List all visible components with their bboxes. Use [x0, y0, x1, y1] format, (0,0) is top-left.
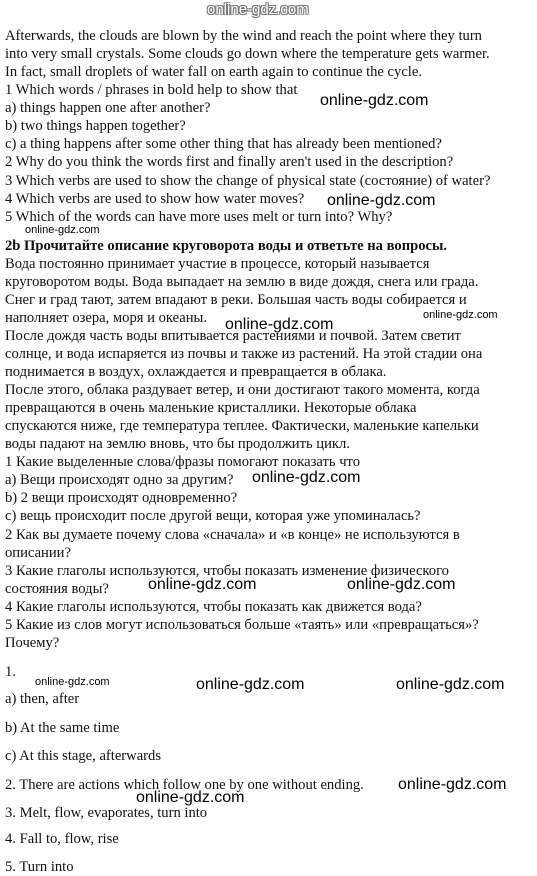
answer-1b: b) At the same time: [5, 720, 120, 736]
english-question-1c: c) a thing happens after some other thing that has already been mentioned?: [5, 136, 442, 152]
russian-text-line: спускаются ниже, где температура теплее. Фактически, маленькие капельки: [5, 418, 479, 434]
answer-1c: c) At this stage, afterwards: [5, 748, 162, 764]
watermark: online-gdz.com: [320, 92, 429, 109]
watermark-small: online-gdz.com: [25, 224, 100, 236]
watermark-small: online-gdz.com: [35, 676, 110, 688]
watermark: online-gdz.com: [136, 789, 245, 806]
russian-question-4: 4 Какие глаголы используются, чтобы показать как движется вода?: [5, 599, 422, 615]
russian-question-5: 5 Какие из слов могут использоваться больше «таять» или «превращаться»?: [5, 617, 479, 633]
russian-text-line: превращаются в очень маленькие кристаллики. Некоторые облака: [5, 400, 417, 416]
russian-text-line: После этого, облака раздувает ветер, и они достигают такого момента, когда: [5, 382, 480, 398]
answer-4: 4. Fall to, flow, rise: [5, 831, 119, 847]
watermark: online-gdz.com: [148, 576, 257, 593]
russian-question-1b: b) 2 вещи происходят одновременно?: [5, 490, 238, 506]
russian-question-1: 1 Какие выделенные слова/фразы помогают показать что: [5, 454, 361, 470]
russian-question-3-cont: состояния воды?: [5, 581, 109, 597]
english-question-2: 2 Why do you think the words first and finally aren't used in the description?: [5, 154, 454, 170]
english-question-5: 5 Which of the words can have more uses melt or turn into? Why?: [5, 209, 393, 225]
english-question-3: 3 Which verbs are used to show the change of physical state (состояние) of water?: [5, 173, 491, 189]
answer-1a: a) then, after: [5, 691, 80, 707]
answer-number: 1.: [5, 664, 16, 680]
answer-5: 5. Turn into: [5, 859, 74, 875]
english-paragraph-line: into very small crystals. Some clouds go down where the temperature gets warmer.: [5, 46, 490, 62]
english-question-1a: a) things happen one after another?: [5, 100, 211, 116]
russian-question-2-cont: описании?: [5, 545, 71, 561]
english-paragraph-line: In fact, small droplets of water fall on earth again to continue the cycle.: [5, 64, 422, 80]
watermark: online-gdz.com: [252, 469, 361, 486]
watermark: online-gdz.com: [347, 576, 456, 593]
watermark: online-gdz.com: [196, 676, 305, 693]
watermark-small: online-gdz.com: [423, 309, 498, 321]
russian-question-1c: c) вещь происходит после другой вещи, которая уже упоминалась?: [5, 508, 421, 524]
russian-question-2: 2 Как вы думаете почему слова «сначала» и «в конце» не используются в: [5, 527, 460, 543]
russian-text-line: круговоротом воды. Вода выпадает на землю в виде дождя, снега или града.: [5, 274, 479, 290]
russian-question-1a: а) Вещи происходят одно за другим?: [5, 472, 234, 488]
watermark: online-gdz.com: [327, 192, 436, 209]
english-question-4: 4 Which verbs are used to show how water moves?: [5, 191, 305, 207]
russian-text-line: наполняет озера, моря и океаны.: [5, 310, 207, 326]
answer-3: 3. Melt, flow, evaporates, turn into: [5, 805, 208, 821]
russian-question-5-cont: Почему?: [5, 635, 60, 651]
russian-text-line: воды падают на землю вновь, что бы продолжить цикл.: [5, 436, 350, 452]
russian-text-line: солнце, и вода испаряется из почвы и также из растений. На этой стадии она: [5, 346, 483, 362]
russian-heading: 2b Прочитайте описание круговорота воды и ответьте на вопросы.: [5, 238, 448, 254]
english-question-1b: b) two things happen together?: [5, 118, 186, 134]
russian-text-line: поднимается в воздух, охлаждается и превращается в облака.: [5, 364, 387, 380]
russian-text-line: Вода постоянно принимает участие в процессе, который называется: [5, 256, 430, 272]
watermark: online-gdz.com: [398, 776, 507, 793]
watermark: online-gdz.com: [396, 676, 505, 693]
russian-text-line: Снег и град тают, затем впадают в реки. Большая часть воды собирается и: [5, 292, 467, 308]
watermark-top: online-gdz.com: [207, 1, 309, 18]
russian-question-3: 3 Какие глаголы используются, чтобы показать изменение физического: [5, 563, 449, 579]
watermark: online-gdz.com: [225, 316, 334, 333]
english-paragraph-line: Afterwards, the clouds are blown by the wind and reach the point where they turn: [5, 28, 482, 44]
russian-text-line: После дождя часть воды впитывается растениями и почвой. Затем светит: [5, 328, 461, 344]
answer-2: 2. There are actions which follow one by one without ending.: [5, 777, 364, 793]
english-question-1: 1 Which words / phrases in bold help to show that: [5, 82, 298, 98]
